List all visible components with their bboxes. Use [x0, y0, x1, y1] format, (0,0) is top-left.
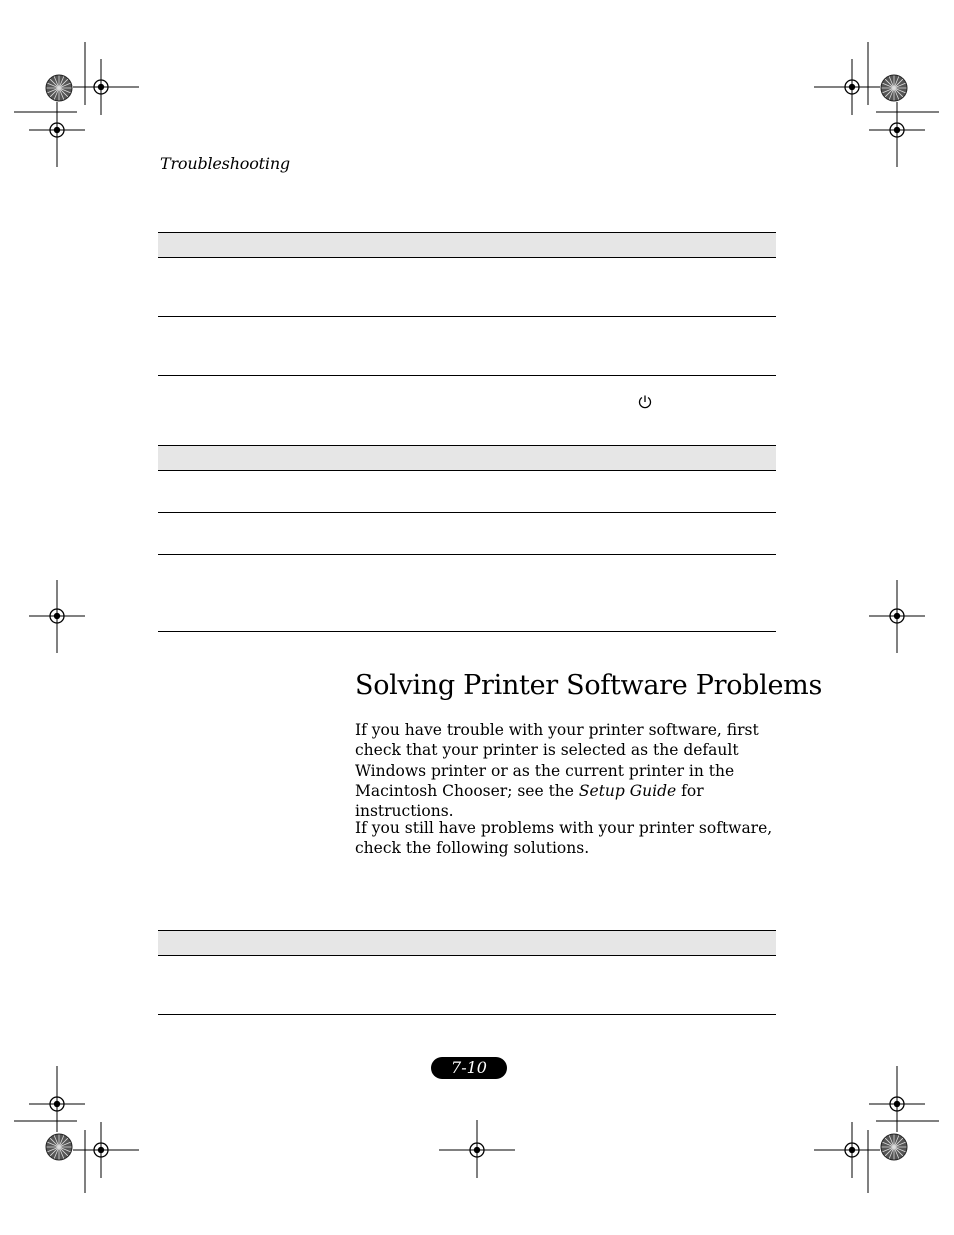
running-header: Troubleshooting: [160, 154, 290, 173]
solutions-paragraph: If you still have problems with your printer software, check the following solutions.: [355, 819, 773, 858]
page-number: 7-10: [431, 1057, 507, 1079]
setup-guide-reference: Setup Guide: [578, 781, 677, 800]
paragraph-text: for instructions.: [355, 781, 704, 821]
paragraph-text: If you have trouble with your printer software, first check that your printer is selected as the default Windows printer or as the current printer in the Macintosh Chooser; see the: [355, 721, 759, 800]
section-title: Solving Printer Software Problems: [355, 670, 823, 701]
